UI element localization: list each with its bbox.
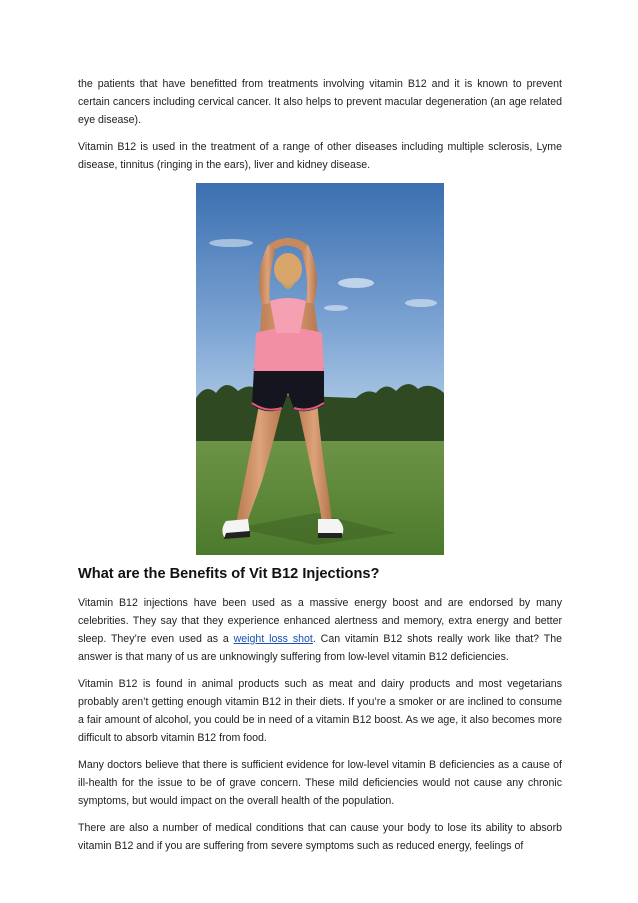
paragraph-text: . Can vitamin B12 shots really work like that? The answer is that many of us are unknowingly suffering from low-level vitamin B12 deficiencies. [78, 633, 563, 663]
paragraph-text: Vitamin B12 injections have been used as a massive energy boost and are endorsed by many celebrities. They say that they experience enhanced alertness and memory, extra energy and better sleep. They’re even used as a [78, 597, 562, 645]
paragraph: the patients that have benefitted from treatments involving vitamin B12 and it is known to prevent certain cancers including cervical cancer. It also helps to prevent macular degeneration (an age related eye disease). [78, 78, 562, 126]
paragraph: Many doctors believe that there is sufficient evidence for low-level vitamin B deficiencies as a cause of ill-health for the issue to be of grave concern. These mild deficiencies would not cause any chronic symptoms, but would impact on the overall health of the population. [78, 759, 562, 807]
weight-loss-shot-link[interactable]: weight loss shot [233, 633, 313, 645]
paragraph [78, 594, 562, 666]
paragraph: Vitamin B12 is used in the treatment of a range of other diseases including multiple sclerosis, Lyme disease, tinnitus (ringing in the ears), liver and kidney disease. [78, 141, 562, 171]
paragraph: Vitamin B12 is found in animal products such as meat and dairy products and most vegetarians probably aren’t getting enough vitamin B12 in their diets. If you’re a smoker or are inclined to consume a fair amount of alcohol, you could be in need of a vitamin B12 boost. As we age, it also becomes more difficult to absorb vitamin B12 from food. [78, 678, 562, 744]
paragraph: There are also a number of medical conditions that can cause your body to lose its ability to absorb vitamin B12 and if you are suffering from severe symptoms such as reduced energy, feelings of [78, 822, 562, 852]
document-body [78, 75, 562, 864]
photo-woman-stretching [196, 183, 444, 555]
section-heading: What are the Benefits of Vit B12 Injections? [78, 566, 380, 582]
